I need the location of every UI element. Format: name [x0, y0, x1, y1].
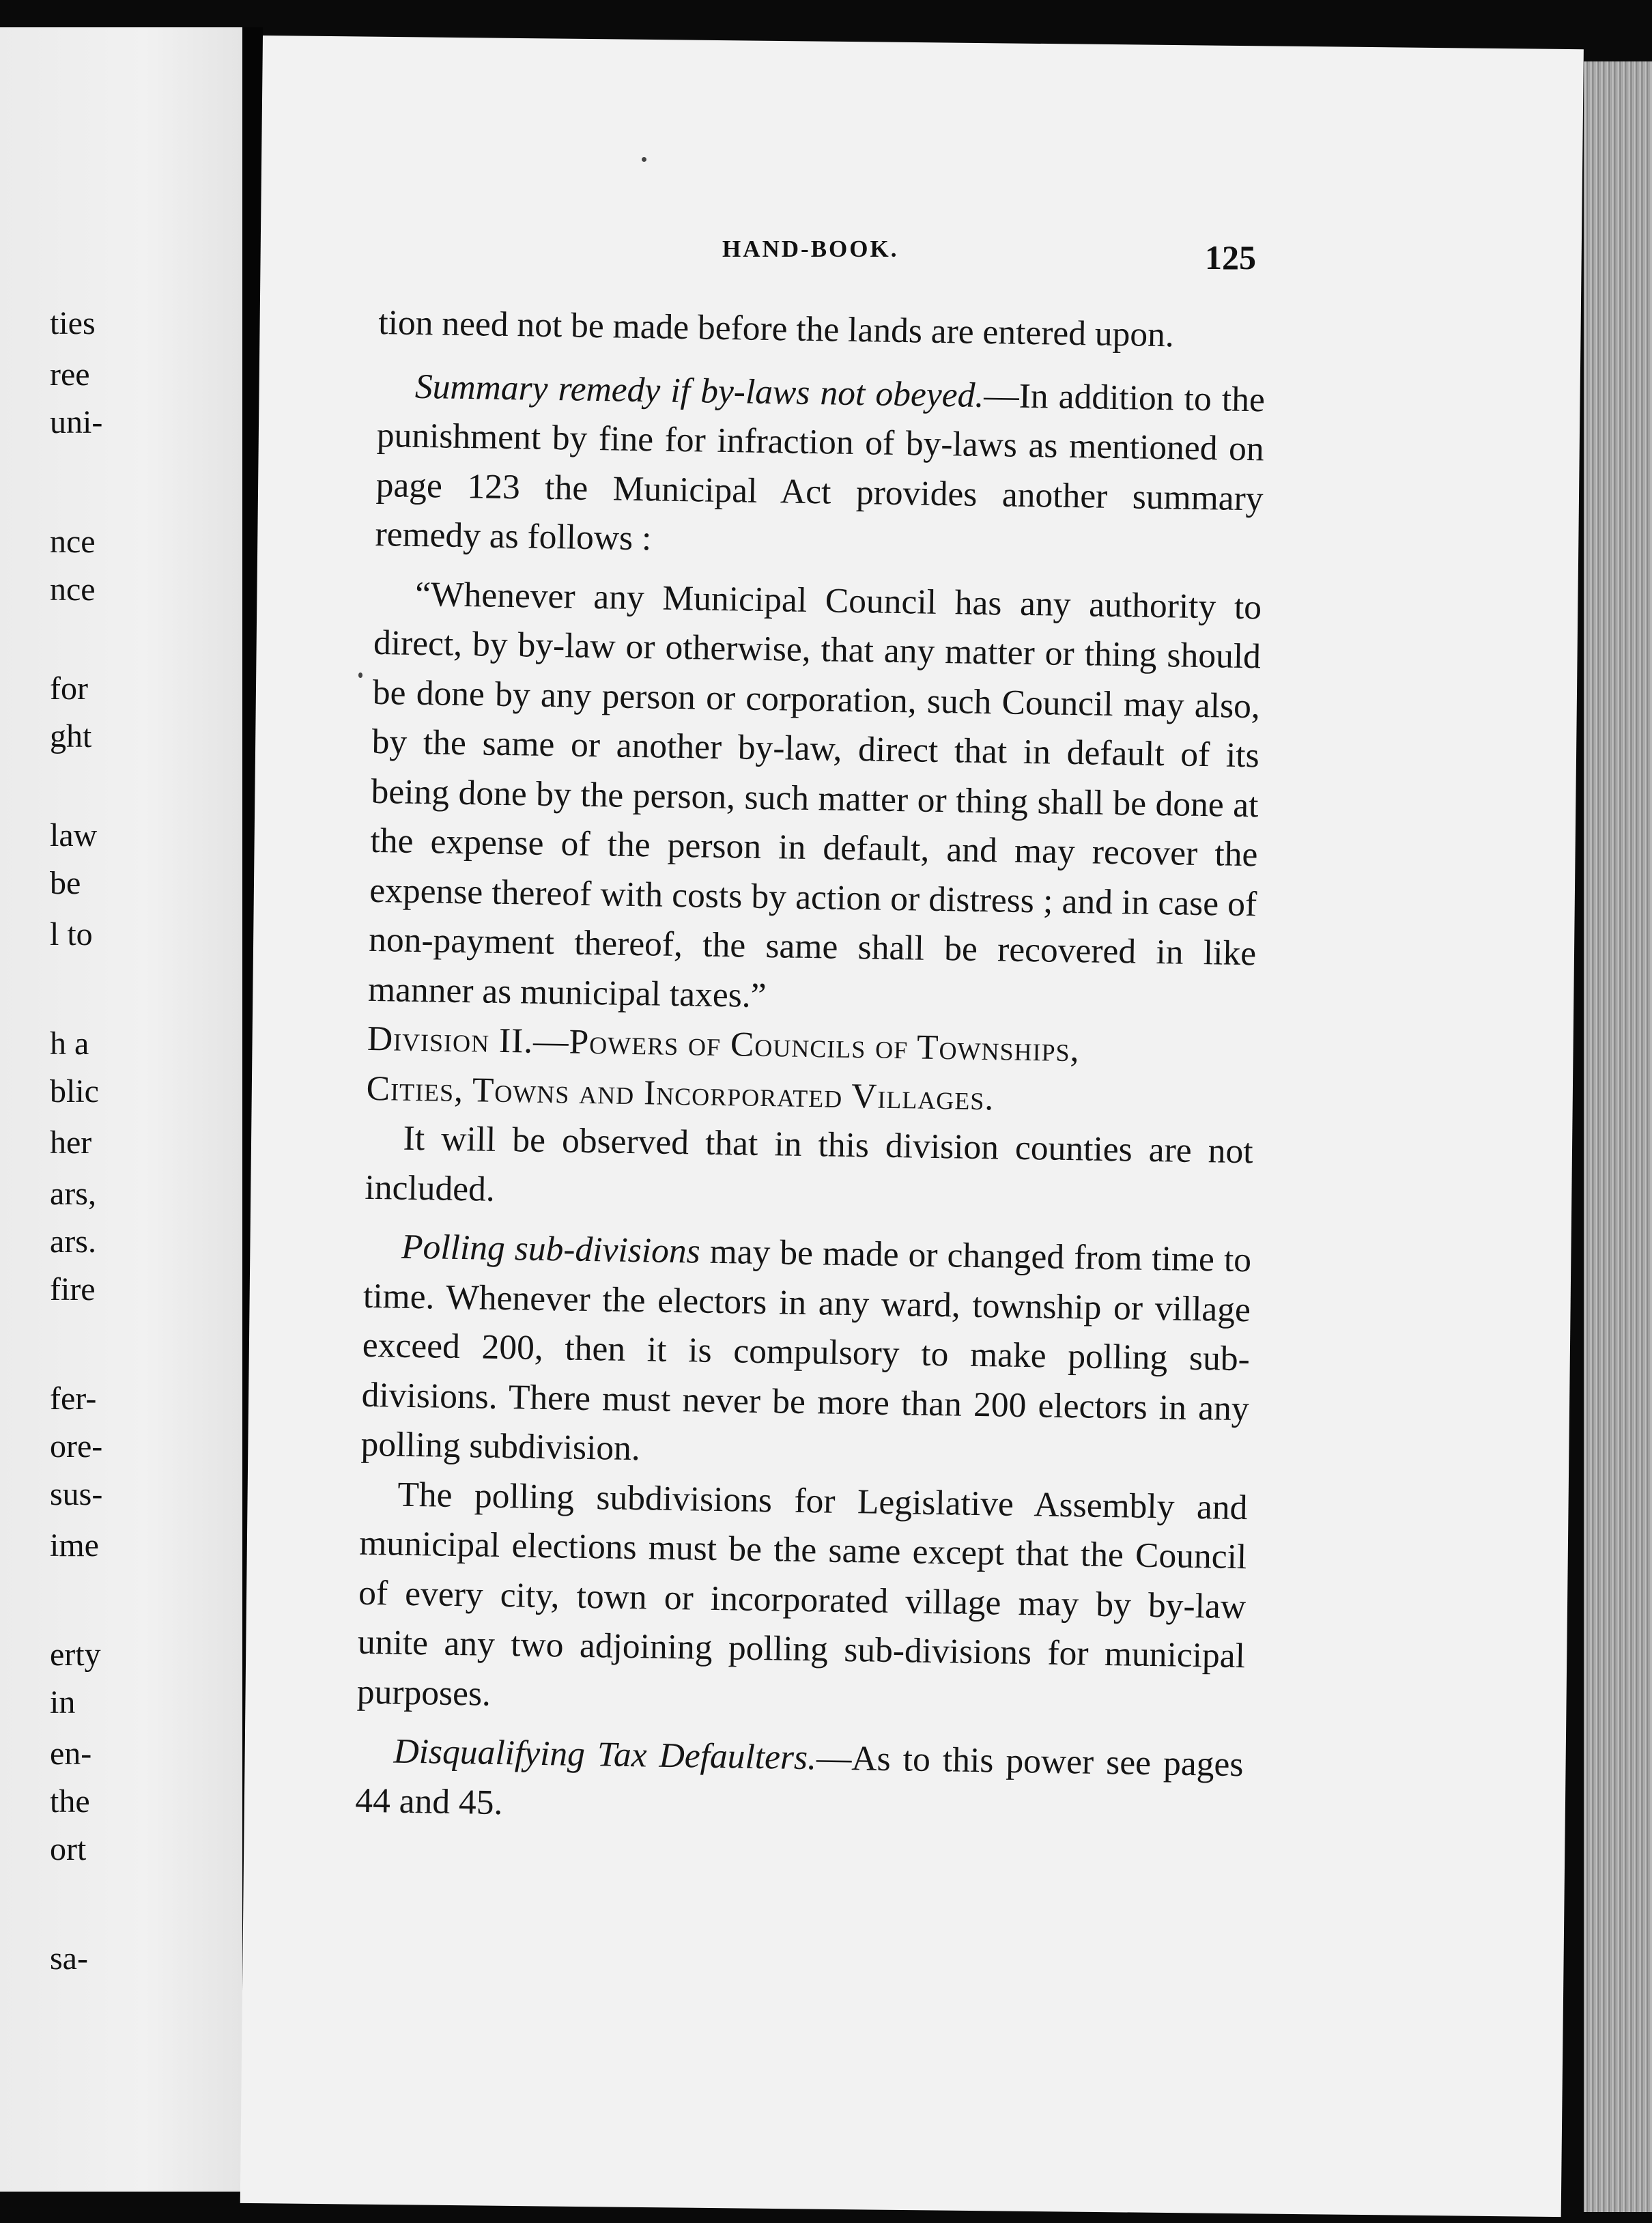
facing-fragment: her	[50, 1124, 92, 1161]
facing-fragment: uni-	[50, 404, 103, 440]
facing-fragment: the	[50, 1783, 90, 1820]
facing-fragment: ort	[50, 1831, 87, 1867]
facing-fragment: for	[50, 670, 88, 707]
paragraph-text: —As to this power see pages 44 and 45.	[354, 1738, 1244, 1822]
facing-fragment: sa-	[50, 1940, 88, 1977]
facing-fragment: ime	[50, 1527, 99, 1563]
facing-fragment: sus-	[50, 1476, 103, 1512]
facing-fragment: l to	[50, 916, 93, 952]
facing-fragment: law	[50, 817, 98, 853]
paragraph-disqualifying	[355, 1727, 1244, 1839]
paper-speck	[642, 157, 646, 162]
facing-fragment: ore-	[50, 1428, 103, 1464]
facing-fragment: be	[50, 865, 81, 901]
facing-fragment: erty	[50, 1637, 101, 1673]
page-edges	[1584, 61, 1652, 2212]
statute-quote: “Whenever any Municipal Council has any authority to direct, by by-law or otherwise, that any matter or thing should be done by any person or corporation, such Council may also, by the same or another by-law, direct that in default of its being done by the person, such matter or thing shall be done at the expense of the person in default, and may recover the expense thereof with costs by action or distress ; and in case of non-payment thereof, the same shall be recovered in like manner as municipal taxes.”	[367, 574, 1262, 1015]
facing-fragment: ree	[50, 356, 90, 393]
division-heading: Division II.—Powers of Councils of Townships,	[367, 1019, 1080, 1070]
facing-fragment: h a	[50, 1025, 89, 1062]
facing-fragment: in	[50, 1684, 76, 1721]
facing-fragment: fire	[50, 1271, 96, 1307]
side-heading: Summary remedy if by-laws not obeyed.	[414, 367, 984, 415]
facing-fragment: fer-	[50, 1380, 97, 1417]
side-heading: Polling sub-divisions	[401, 1227, 701, 1271]
facing-fragment: ars,	[50, 1176, 96, 1212]
facing-fragment: nce	[50, 571, 96, 608]
paragraph-text: —In addition to the punishment by fine for infraction of by-laws as mentioned on page 123 the Municipal Act provides another summary remedy as follows :	[375, 376, 1266, 558]
division-heading-continued: Cities, Towns and Incorporated Villages.	[366, 1068, 995, 1118]
running-head: HAND-BOOK.	[722, 236, 899, 262]
paper-speck	[358, 672, 362, 678]
paragraph-text: may be made or changed from time to time. Whenever the electors in any ward, township or village exceed 200, then it is compulsory to make polling sub-divisions. There must never be more than 200 electors in any polling subdivision.	[360, 1232, 1252, 1469]
facing-fragment: ght	[50, 718, 92, 754]
paragraph-observed: It will be observed that in this division counties are not included.	[365, 1118, 1253, 1209]
page-body	[355, 298, 1266, 1839]
facing-fragment: en-	[50, 1736, 92, 1772]
paragraph-continuation: tion need not be made before the lands are entered upon.	[378, 302, 1175, 355]
facing-fragment: nce	[50, 524, 96, 560]
facing-fragment: ars.	[50, 1223, 96, 1260]
facing-page	[0, 27, 242, 2192]
paragraph-polling-same: The polling subdivisions for Legislative Assembly and municipal elections must be the same except that the Council of every city, town or incorporated village may by by-law unite any two adjoining polling sub-divisions for municipal purposes.	[356, 1475, 1248, 1714]
paragraph-polling	[360, 1222, 1252, 1484]
page-number: 125	[1205, 238, 1256, 277]
facing-fragment: ties	[50, 305, 96, 341]
side-heading: Disqualifying Tax Defaulters.	[393, 1731, 817, 1778]
facing-fragment: blic	[50, 1073, 99, 1109]
paragraph-summary-remedy	[375, 361, 1265, 573]
